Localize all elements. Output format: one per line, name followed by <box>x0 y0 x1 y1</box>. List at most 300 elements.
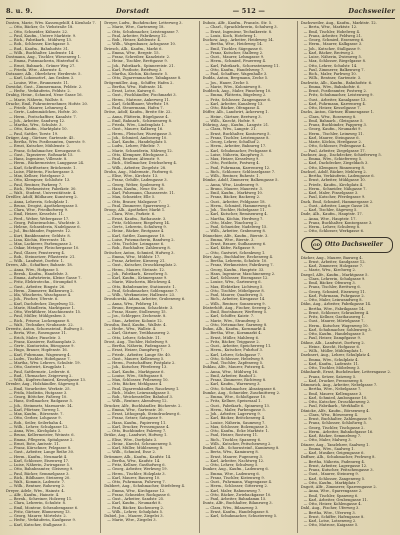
directory-entry: — Emma, Wtw., Ladenweg 6. <box>205 471 260 476</box>
directory-entry: — Anna, Wtw., Kirchplatz 3. <box>9 429 62 433</box>
directory-entry: — Emma, Wtw., Mühlstr. 17. <box>107 254 161 259</box>
directory-entry: — Emil, Heizer, Kesselstr. 11. <box>9 212 65 217</box>
directory-entry: — Ernst, Buchhalter, Kontorweg 5. <box>205 131 271 136</box>
directory-entry: — Clara, Wtw., Parkstr. 6. <box>107 212 156 217</box>
directory-entry: — Kurt, Bankbeamter, Geldstr. 8. <box>9 233 71 238</box>
directory-entry: — Otto, Postbote, Postweg 4. <box>205 161 260 166</box>
directory-entry: — Hans, Ingenieur, Maschinenweg 2. <box>205 271 276 276</box>
directory-entry: — Emil, Tischler, Hobelweg 4. <box>303 29 361 34</box>
directory-entry: — Frida, Modistin, Hutgasse 3. <box>9 390 68 395</box>
directory-entry: — Emma, Wtw., Schloßgasse 10. <box>205 395 267 399</box>
directory-entry: Dämmrich, Aug., Arbeiter, Nebelgasse 7. <box>300 383 378 387</box>
directory-entry: — Ernst, Bahnarb., Grüner Weg 27. <box>9 63 76 68</box>
directory-entry: — Franz, Setzer, Satzgasse 9. <box>107 416 163 421</box>
directory-entry: — Frieda, Wtw., Ahornstr. 4. <box>9 67 62 72</box>
directory-entry: — Clara, Wtw., Rosenweg 8. <box>303 114 357 119</box>
directory-entry: — Franz, Kutscher, Peitschengasse 3. <box>303 468 374 472</box>
directory-entry: — Karl, Maler, Rahmenweg 7. <box>205 488 262 493</box>
directory-entry: Daegel, Alfr., Kaufm., Marktgasse 5. <box>300 272 369 277</box>
directory-entry: — Wilh., Kutscher, Peitschenweg 2. <box>205 441 272 446</box>
directory-entry: — Paul, Bäcker, Kuchenweg 2. <box>107 505 165 510</box>
directory-entry: — Karl, Tischler, Sägeweg 5. <box>303 208 358 212</box>
directory-entry: Drost, Aug., Tischler, Hobelweg 9. <box>104 339 169 344</box>
directory-entry: — Hedw., Wtw., Wallstr. 4. <box>107 327 157 331</box>
directory-entry: — Karl, Schriftsetzer, Brückenstr. 1. <box>9 165 77 170</box>
column-2 <box>104 21 199 533</box>
directory-entry: — Georg, Kaufm., Neumarkt 9. <box>303 127 362 132</box>
directory-entry: Dreßler, Adolf, Bildhauer, Kunstweg 2. <box>6 195 78 200</box>
directory-entry: — Karl, Bäcker, Brotweg 2. <box>303 50 355 55</box>
directory-entry: — Hans, Kaufm., Neue Str. 20. <box>107 186 165 191</box>
directory-entry: — Otto, Heizer, Kesselgasse 7. <box>303 106 361 110</box>
directory-entry: — Fritz, Schuhmacher, Leistenweg 9. <box>303 93 374 98</box>
directory-entry: — Paul, Fabrikarb., Werkhalle 6. <box>303 404 365 409</box>
directory-entry: — Bertha, Wtw., Hafenstr. 14. <box>107 84 163 89</box>
directory-entry: — Franz, Kürschner, Pelzgasse 8. <box>9 446 72 450</box>
directory-entry: — Fritz, Schlosser, Riegelweg 14. <box>107 220 171 225</box>
directory-entry: — Gust., Maurer, Steinweg 9. <box>303 472 359 477</box>
directory-entry: — Wilh., Rentner, Sonnenweg 9. <box>205 301 266 306</box>
directory-entry: — Martha, Wtw. Lehrers, Schulstr. 19. <box>9 361 81 365</box>
directory-entry: — Hedw., Verkäuferin, Feldstr. 2. <box>9 89 71 93</box>
directory-entry: Drümmer, Alb., Kaufm., Kaufstr. 14. <box>104 454 172 459</box>
directory-entry: — Otto, Tischler, Möbelgasse 8. <box>205 288 265 293</box>
directory-entry: — Paul, Heizer, Dampfgasse 9. <box>303 336 362 341</box>
directory-entry: — Rob., Schlosser, Kirchgasse 5. <box>9 42 71 47</box>
directory-entry: — Paul, Glaser, Fensterweg 4. <box>9 250 66 255</box>
directory-entry: — Karl, Schlosser, Zangenweg 5. <box>303 476 366 481</box>
directory-entry: — Luise, Näherin, Zwirngasse 5. <box>9 463 71 467</box>
directory-entry: Drosihn, Emil, Kaufm., Wallstr. 4. <box>104 322 167 327</box>
directory-entry: — Franz, Hauer, Stollenweg 15. <box>107 310 167 314</box>
directory-entry: — Georg, Schmied, Essenweg 6. <box>303 38 365 42</box>
directory-entry: — Karl, Dachdecker, Ziegeldach 3. <box>303 161 369 166</box>
directory-entry: — Karl, Gärtner, Treibhausweg 2. <box>107 331 171 336</box>
directory-entry: — Anna, Plätterin, Bügelgasse 4. <box>107 114 169 119</box>
directory-entry: — Gust., Fischhändler, Fischmarkt 3. <box>107 93 177 98</box>
directory-entry: — Emil, Arbeiter, Bauhof 2. <box>205 373 257 378</box>
directory-entry: — Karl, Maurer, Steingasse 6. <box>303 135 360 140</box>
directory-entry: Drews, Alb., Schaffner, Bahnstr. 18. <box>6 263 73 268</box>
directory-entry: — Otto, Bäcker, Mehlgasse 4. <box>107 382 163 387</box>
directory-entry: Drache, Emil, Fuhrunternehmer, Hofstr. 20. <box>6 101 89 106</box>
directory-entry: — Karl, Kutscher, Remisenweg 4. <box>205 212 268 217</box>
directory-entry: — Oskar, Metzger, Fleischergasse 10. <box>9 246 80 251</box>
directory-entry: — Karl, Zimmerer, Holzgasse 7. <box>303 264 364 268</box>
directory-entry: — Paul, Arbeiter, Fabrikweg 12. <box>107 33 167 38</box>
directory-entry: — Georg, Polizeiwachtm., Wachtstr. 3. <box>9 220 81 225</box>
directory-entry: — Otto, Heizer, Kohlengasse 4. <box>303 502 362 506</box>
page-header <box>6 6 395 16</box>
directory-entry: — Ernst, Schiffer, Hafengasse 8. <box>303 514 365 519</box>
directory-entry: — Franz, Arbeiter, Feldweg 21. <box>303 33 363 38</box>
directory-entry: — Hans, Ingenieur, Villenstr. 8. <box>9 157 68 161</box>
directory-entry: — Georg, Kaufm., Hauptstr. 33. <box>205 267 265 272</box>
directory-entry: — Karl, Kaufm., Neumarkt 8. <box>107 501 162 506</box>
directory-entry: — Georg, Lehrer, Schulhof 2. <box>205 140 261 144</box>
directory-entry: — Karl, Bäcker, Semmelweg 7. <box>303 434 362 438</box>
directory-entry: — Ernst, Müller, Mahlweg 6. <box>205 335 260 340</box>
directory-entry: — Bruno, Maurer, Mauerstr. 3. <box>205 186 264 191</box>
directory-entry: — Ernst, Arbeiter, Lagergasse 12. <box>303 463 368 468</box>
directory-entry: Droop, Alb., Apotheker, Markt 1. <box>104 208 166 212</box>
directory-entry: — Otto, Schuhmacher, Leistengasse 7. <box>107 29 180 34</box>
directory-entry: — Emma, Wtw., Saalweg 1. <box>303 446 355 451</box>
directory-entry: — Joh., Fabrikarb., Spinnereistr. 21. <box>107 63 175 68</box>
directory-entry: — Stan., Arbeiter, Kolonie 12. <box>107 318 163 323</box>
directory-entry: — Otto, Kaufm., Handelsweg 7. <box>205 67 265 72</box>
directory-entry: Drüke, Aug., Landwirt, Hofweg 1. <box>104 433 168 438</box>
directory-entry: — Gust., Arbeiter, Kanalgasse 13. <box>303 97 367 102</box>
directory-entry: — Martha, Wtw., Schulstr. 3. <box>9 123 63 127</box>
directory-entry: — Elise, Wtw., Kirchstr. 13. <box>107 174 159 178</box>
directory-entry: — Herm., Matrose, Ankerweg 11. <box>107 97 170 102</box>
directory-entry: — Gust., Maurer, Mörtelgasse 7. <box>303 319 365 324</box>
directory-entry: — Berta, Wtw., Kaminweg 8. <box>205 450 259 455</box>
directory-entry: — Franz, Bäcker, Backweg 2. <box>205 195 261 200</box>
directory-entry: — Franz, Setzer, Satzweg 5. <box>303 374 357 379</box>
directory-entry: Dubbert, Aug., Schuhmacher, Stiefelweg 4. <box>104 484 186 489</box>
directory-entry: — Fritz, Bäcker, Teiggasse 2. <box>205 339 260 344</box>
directory-entry: — Karl, Küfer, Faßgasse 9. <box>205 246 256 251</box>
directory-entry: — Rich., Schlosser, Schlüsselgasse 7. <box>205 169 276 174</box>
directory-entry: Dubois, Alfr., Kaufm., Französ. Str. 5. <box>202 21 273 25</box>
directory-entry: — Herm., Postschaffner, Postplatz 2. <box>107 361 176 365</box>
directory-entry: — Karl, Bäcker, Brötchenweg 4. <box>205 416 266 421</box>
directory-entry: — Bruno, Kellermeister, Weinstr. 6. <box>9 433 75 438</box>
directory-entry: — Bruno, Drogist, Apothekergasse 5. <box>9 203 79 208</box>
directory-entry: — Bernh., Kaufm., Handelstr. 3. <box>9 271 69 276</box>
directory-entry: Duntz, Alfr., Buchhalter, Bilanzweg 3. <box>202 501 273 506</box>
directory-entry: — Max, Schlosser, Feilenweg 10. <box>107 378 169 382</box>
directory-entry: — Marie, Händlerin, Marktgasse 1. <box>9 305 76 310</box>
directory-entry: — Wilh., Rentner, Ruhestr. 1. <box>205 174 260 178</box>
directory-entry: — Ernst, Maurer, Fugenweg 3. <box>205 454 264 459</box>
directory-entry: — Friedr., Arbeiter, Lange Str. 40. <box>107 352 171 357</box>
directory-entry: Dünnebier, Alfr., Kaufm., Bierstr. 3. <box>202 233 269 238</box>
directory-entry: — Rich., Stellmacher, Deichselweg 4. <box>107 161 178 166</box>
directory-entry: — Bruno, Bergmann, Schachtstr. 3. <box>107 305 174 310</box>
directory-entry: — Franz, Werkmeister, Fabrikweg 7. <box>205 263 274 268</box>
directory-entry: — Marie, Schneiderin, Nähweg 12. <box>107 148 173 153</box>
directory-entry: — Marie, Wäscherin, Bleichweg 4. <box>107 280 172 285</box>
directory-entry: — Karl, Fabrikarb., Schornsteinweg 11. <box>205 63 280 68</box>
directory-entry: — Otto, Bahnbeamter, Stationsstr. 1. <box>107 284 176 289</box>
directory-entry: — Bertha, Näherin, Fadenweg 4. <box>303 459 366 464</box>
directory-entry: — Wilh., Kupferschmied, Kesselgasse 13. <box>9 378 86 382</box>
directory-entry: — Rob., Steinsetzer, Pflasterstr. 21. <box>9 254 76 259</box>
directory-entry: — Herm., Maler, Farbengasse 5. <box>205 407 266 412</box>
directory-entry: — Karl, Musiker, Geigengasse 6. <box>303 451 365 455</box>
directory-entry: — Otto, Maler, Malweg 3. <box>303 438 352 443</box>
directory-entry: — Paul, Schuhmacher, Sohlengasse 7. <box>107 288 179 293</box>
directory-entry: — Martha, Köchin, Küchenstr. 5. <box>107 72 169 76</box>
directory-entry: Daffner, Alb., Schuhmacher, Pechweg 8. <box>300 455 376 460</box>
directory-entry: — Rich., Maler, Leinwandgasse 5. <box>107 390 171 395</box>
directory-entry: — Rud., Uhrmacher, Zeigerweg 2. <box>9 373 73 378</box>
directory-entry: — Paul, Zimmerer, Balkenweg 7. <box>303 67 365 72</box>
directory-entry: — Rich., Arbeiter, Kiesgasse 14. <box>205 297 266 302</box>
directory-entry: — Herm., Maurer, Kalkgasse 3. <box>303 42 363 47</box>
directory-entry: — Emil, Bäcker, Ofenweg 3. <box>303 281 356 285</box>
directory-entry: — Emil, Tischler, Sägegasse 6. <box>205 46 263 51</box>
directory-entry: — Emil, Maurer, Kellengasse 3. <box>303 391 363 396</box>
directory-entry: — Otto, Brauer, Malzgasse 7. <box>107 199 162 204</box>
directory-entry: — Otto, Kaufm., Marktplatz 10. <box>9 127 68 132</box>
directory-entry: — Fritz, Kellner, Gasthofweg 6. <box>107 463 166 467</box>
directory-entry: Dühring, Aug., Kaufm., Langstr. 21. <box>202 123 270 127</box>
directory-entry: — Ernst, Schlosser, Schraubweg 4. <box>303 310 370 315</box>
directory-entry: Dostmann, Aug., Tischler, Wiesenweg 1. <box>6 55 82 59</box>
directory-entry: — Ludw., Lehrer, Fibelstr. 7. <box>107 144 161 149</box>
directory-entry: — Otto, Gastwirt, Krugplatz 1. <box>9 365 67 370</box>
directory-entry: — Rich., Werkmeister, Fabrikstr. 30. <box>9 186 77 191</box>
directory-entry: — Karl, Schmied, Ambosgasse 10. <box>303 395 368 400</box>
column-3 <box>203 21 298 533</box>
directory-entry: — Walt., Kommis, Ladenstr. 7. <box>9 480 66 484</box>
directory-entry: — Rob., Heizer, Kohlenstr. 4. <box>107 38 162 42</box>
directory-entry: — Ernst, Kaufm., Handelsgasse 8. <box>205 509 270 514</box>
directory-columns <box>6 21 395 533</box>
directory-entry: — Hans, Kaufm., Papierweg 11. <box>107 420 167 425</box>
directory-entry: Dumke, Aug., Schneider, Zuschnittweg 2. <box>202 390 281 395</box>
directory-entry: — Marie, Wtw., Gartenweg 18. <box>107 25 165 30</box>
directory-entry: Dümke, Adolf, Zimmerer, Balkengasse 5. <box>202 178 279 183</box>
directory-entry: Duhm, Alb., Kaufm., Kornmarkt 4. <box>202 327 267 331</box>
directory-entry: — Joh., Tischler, Hobelgasse 11. <box>205 208 266 212</box>
directory-entry: Daehnert, Aug., Lehrer, Schulplatz 4. <box>300 353 371 358</box>
directory-entry: — Otto, Schneider, Kühnstr. 22. <box>9 29 69 34</box>
directory-entry: Duddeck, Aug., Maler, Pinselweg 10. <box>202 89 272 93</box>
directory-entry: — Max, Kaufm., Börsenstr. 7. <box>9 412 64 416</box>
directory-entry: — Ernst, Bote, Amtsstr. 11. <box>9 441 60 446</box>
directory-entry: — Paul, Sattlermstr., Lederstr. 6. <box>9 369 71 374</box>
directory-entry: — Bernh., Schreiner, Holzweg 11. <box>9 497 73 501</box>
directory-entry: — Wilh., Rentner, Gartenstr. 3. <box>303 76 362 81</box>
directory-entry: — Ernst, Arbeiter, Sandgasse 12. <box>303 259 366 264</box>
directory-entry: — Karl, Schuhmacher, Pechgasse 6. <box>205 148 273 153</box>
directory-entry: — Martha, Köchin, Herdweg 7. <box>205 216 264 221</box>
directory-entry: — Karl, Sattler, Zaumgasse 10. <box>107 233 166 238</box>
directory-entry: — Alfr., Kaufm., Hainstr. 4. <box>9 492 60 497</box>
directory-entry: — Otto, Kaufm., Marktplatz 7. <box>303 480 361 485</box>
directory-entry: — Karl, Arbeiter, Nachtweg 12. <box>205 458 265 463</box>
directory-entry: — Herm., Kutscher, Wagenweg 10. <box>303 323 369 328</box>
directory-entry: — Otto, Schlosser, Werkgasse 6. <box>303 229 365 234</box>
directory-entry: — Emil, Bahnarb., Gleisgasse 5. <box>303 118 364 123</box>
directory-entry: — Paul, Rentner, Parkweg 7. <box>9 182 63 187</box>
directory-entry: — Paul, Tischler, Zapfenweg 5. <box>205 361 264 365</box>
directory-entry: — Rich., Fabrikarb., Mühlweg 13. <box>9 38 73 42</box>
directory-entry: — Herm., Zimmerer, Balkenweg 2. <box>9 288 74 293</box>
directory-entry: — Karl, Schlosser, Eisengasse 12. <box>205 276 269 280</box>
directory-entry: — Emil, Monteur, Schraubengasse 6. <box>9 505 79 510</box>
directory-entry: — Otto, Zigarrenmacher, Tabakgasse 8. <box>107 76 182 81</box>
directory-entry: — Karl, Lokomotivf., Am Graben 3. <box>9 76 75 81</box>
directory-entry: — Bertha, Wtw., Fabrikgasse 14. <box>303 306 365 311</box>
directory-entry: — Max, Heizer, Kesselweg 9. <box>205 157 260 161</box>
directory-entry: Dreyer, Adele, Wtw., Hainstr. 4. <box>6 488 65 493</box>
directory-entry: Duklau, Alfr., Maurer, Putzweg 4. <box>202 365 265 370</box>
directory-entry: — Wilh., Müller, Mühlenplatz 1. <box>303 349 364 353</box>
directory-entry: — Gust., Kutscher, Droschkenplatz 2. <box>107 263 178 268</box>
directory-entry: — Rich., Friseur, Lockengasse 8. <box>9 318 71 323</box>
directory-entry: — Ernst, Kaufm., Rathausstr. 3. <box>107 216 167 221</box>
directory-entry: — Louise, Wtw., Brunnenstr. 11. <box>9 80 70 85</box>
directory-entry: — Gust., Tapezierer, Roßmarkt 15. <box>9 152 74 157</box>
directory-entry: — Joh., Steinmetz, Marmorstr. 14. <box>9 403 73 408</box>
directory-entry: — Otto, Lehrer, Schulstr. 14. <box>303 63 358 68</box>
directory-entry: Dudda, Anton, Bergmann, Zeche 5. <box>202 76 269 81</box>
directory-entry: — Georg, Weber, Spulenweg 8. <box>107 182 166 187</box>
directory-entry: — Karl, Kaufm., Krämergasse 9. <box>107 276 168 280</box>
directory-entry: — Marie, Köchin, Herdgasse 2. <box>303 140 362 144</box>
directory-entry: — Otto, Lehrer, Schulweg 5. <box>205 463 259 467</box>
directory-entry: Dächer, Aug., Maurer, Bauweg 4. <box>300 255 363 260</box>
directory-entry: — Otto, Bäcker, Ofengasse 4. <box>205 106 261 110</box>
directory-entry: — Otto, Bäcker, Zwiebackgasse 10. <box>205 492 272 497</box>
directory-entry: — Otto, Werkführer, Maschinenstr. 15. <box>9 310 82 314</box>
directory-entry: — Karl, Schuhmacher, Sohlenweg 3. <box>303 327 372 332</box>
directory-entry: — Otto, Klempner, Schloßstr. 13. <box>9 178 71 183</box>
directory-entry: — Wilh., Rentner, Abendweg 12. <box>107 399 168 404</box>
directory-entry: — Anna, Wtw., Hauptstr. 17. <box>303 216 357 221</box>
directory-entry: — Karl, Kaufm., Warenweg 3. <box>205 382 261 387</box>
directory-entry: — Otto, Buchbinder, Falzweg 7. <box>107 429 167 433</box>
directory-entry: — Rich., Bildhauer, Steinweg 20. <box>9 475 71 480</box>
directory-entry: — Louise, Wtw., Stiftsgasse 8. <box>107 373 164 378</box>
directory-entry: — Paul, Rentner, Altenstr. 9. <box>107 157 161 161</box>
directory-entry: — Fritz, Schlosser, Zangengasse 6. <box>205 97 271 102</box>
directory-entry: Drucker, Alfr., Buchhändler, Bücherstr. 2. <box>104 403 182 408</box>
directory-entry: — Gertr., Lehrerin, Schulweg 9. <box>107 225 167 229</box>
directory-entry: — Gust., Maurer, Kellenweg 5. <box>107 356 165 361</box>
directory-entry: — Ida, Wäscherin, Waschgasse 4. <box>9 293 72 297</box>
directory-entry: — Herm., Tischler, Leimweg 11. <box>303 131 364 136</box>
directory-entry: — Joh., Kutscher, Pferdeweg 13. <box>107 365 168 370</box>
directory-entry: — Fritz, Kellner, Gasthausweg 1. <box>303 315 366 319</box>
directory-entry: — Walt., Techniker, Neubaustr. 22. <box>9 322 74 327</box>
directory-entry: — Bertha, Wtw., Kaufstr. 14. <box>107 458 161 463</box>
directory-entry: — Ernst, Heizer, Dampfweg 7. <box>107 348 164 353</box>
directory-entry: — Bertha, Wtw., Heideweg 14. <box>205 42 263 47</box>
advertisement-box <box>301 237 393 253</box>
directory-entry: — Gust., Fuhrmann, Wagengasse 4. <box>205 480 273 484</box>
directory-entry: — Rob., Seiler, Seilerbahn 4. <box>9 420 63 425</box>
directory-entry: — Bertha, Lehrerin, Schulstr. 10. <box>205 259 268 263</box>
directory-entry: Dachwitz, Alb., Kaufm., Bahnhofstr. 6. <box>300 80 373 85</box>
directory-entry: — Wilh., Rentner, Ruheweg 2. <box>9 484 65 489</box>
directory-entry: — Paul, Kaufm., Untere Marktstr. 9. <box>9 33 77 38</box>
directory-entry: — Jos., Hauer, Zeche 5. <box>205 80 250 85</box>
directory-entry: — Heinr., Tischler, Brettgasse 9. <box>107 59 168 64</box>
directory-entry: — Joh., Arbeiter, Lagerweg 9. <box>205 412 261 416</box>
directory-entry: Dröse, Adolf, Kaufm., Breite Str. 22. <box>104 110 172 115</box>
directory-entry: — Rich., Maler, Farbweg 10. <box>303 72 357 76</box>
directory-entry: Dähnhardt, Ernst, Buchdrucker, Letterngasse 2. <box>300 370 392 375</box>
directory-entry: — Clara, Lehrerin, Schulstr. 8. <box>9 501 67 506</box>
directory-entry: — Georg, Arbeiter, Werkweg 19. <box>107 467 168 472</box>
directory-entry: Dowidat, Gust., Zimmermann, Feldstr. 2. <box>6 84 83 89</box>
directory-entry: — Fritz, Gärtner, Blumenweg 13. <box>9 509 71 514</box>
directory-entry: — Fritz, Elektrotechn., Strompfad 9. <box>9 280 78 285</box>
directory-entry: — Franz, Tischler, Leistengasse 8. <box>205 135 270 140</box>
directory-entry: — Paul, Schaffner, Wagenhalle 3. <box>205 72 268 76</box>
directory-entry: — Herm., Lehrer, Schulweg 8. <box>303 225 361 229</box>
directory-entry: — Marie, Wtw., Kirchweg 2. <box>303 268 357 273</box>
directory-entry: — Charl., Sprachlehrerin, Schulweg 3. <box>205 25 278 30</box>
directory-entry: — Frieda, Wtw., Lindenplatz 1. <box>107 123 166 127</box>
directory-entry: — Jul., Buchbinder, Papierstr. 12. <box>9 229 72 234</box>
directory-entry: — Paul, Schneider, Nadelweg 15. <box>205 225 268 229</box>
directory-entry: Dänzer, Aug., Tanzlehrer, Saalweg 1. <box>300 442 370 447</box>
directory-entry: — Friedr., Kaufm., Kirchplatz 4. <box>303 182 364 187</box>
directory-entry: — Luise, Näherin, Zwirnweg 5. <box>303 55 363 59</box>
directory-entry: — Anna, Wtw., Mühlweg 16. <box>205 369 259 374</box>
directory-entry: — Otto, Matrose, Kaigasse 5. <box>303 523 359 528</box>
directory-entry: — Otto, Maler, Tünchweg 2. <box>205 220 258 225</box>
directory-entry: — Emil, Vorarbeiter, Werkstr. 25. <box>9 386 71 391</box>
directory-entry: — Emil, Bahnarb., Schienenweg 8. <box>107 118 173 123</box>
directory-entry: — Clara, Lehrerin, Schulgasse 9. <box>303 276 366 281</box>
directory-entry: — Bertha, Verkäuferin, Ladengasse 6. <box>303 174 375 178</box>
directory-entry: — Marie, Wtw., Ziegelei 3. <box>107 518 157 523</box>
directory-entry: — Rob., Weichensteller, Bahnhof 3. <box>107 395 173 399</box>
directory-entry: — Otto, Schlosser, Feilengasse 4. <box>303 144 366 149</box>
directory-entry: — Gust., Fabrikarb., Spinnweg 13. <box>205 403 271 408</box>
directory-entry: — Luise, Putzmacherin, Bandweg 2. <box>107 237 175 242</box>
directory-entry: — Karl, Kaufm., Ladenstr. 11. <box>303 361 360 366</box>
directory-entry: Düsterhöft, Aug., Fischer, Seeweg 2. <box>202 305 272 310</box>
directory-entry: — Paul, Zimmerer, Sparrenweg 2. <box>107 203 171 208</box>
directory-entry: — Gust., Maurer, Kalkweg 16. <box>107 127 164 132</box>
directory-entry: — Wilh., Arbeiter, Ziegelstr. 28. <box>107 165 167 170</box>
directory-entry: — Herm., Maurer, Steinstr. 12. <box>107 267 165 272</box>
directory-entry: — Franz, Schuhmacher, Kreuzgasse 6. <box>9 148 81 153</box>
directory-entry: — Gust., Arbeiter, Speicherweg 11. <box>205 344 272 348</box>
directory-entry: — Otto, Lehrer, Schulstr. 11. <box>107 335 161 340</box>
directory-entry: — Otto, Tischler, Möbelweg 3. <box>303 366 361 370</box>
directory-entry: — Wilh., Wagenbauer, Achsgasse 10. <box>107 42 176 47</box>
directory-entry: — Emma, Plätterin, Bügelweg 2. <box>205 93 267 98</box>
directory-entry: — Heinr., Knecht, Hofgasse 6. <box>303 344 361 349</box>
directory-entry: — Hans, Stellmacher, Radgasse 5. <box>9 399 74 404</box>
directory-entry: — Helene, Schneiderin, Nadelgasse 6. <box>9 225 81 229</box>
directory-entry: — Anna, Wtw., Sparrengasse 2. <box>303 489 363 494</box>
directory-entry: — Herm., Bäckermeister, Langgasse 24. <box>9 161 85 166</box>
directory-entry: — Bertha, Wtw., Uferweg 3. <box>303 510 356 515</box>
directory-entry: — Heinr., Gärtner, Beetweg 3. <box>205 114 262 119</box>
directory-entry: Dack, Emil, Schmied, Hammergasse 2. <box>300 199 374 204</box>
directory-entry: — Gust., Arbeiter, Feldgasse 18. <box>205 199 266 204</box>
directory-entry: Dröscher, Anton, Schmied, Hufweg 3. <box>104 250 175 255</box>
directory-entry: — Jos., Schlepper, Zechenstr. 8. <box>107 314 167 319</box>
directory-entry: — Rud., Kaufm., Bahnhofstr. 31. <box>9 46 70 51</box>
directory-entry: — Hugo, Brauer, Hopfenstr. 16. <box>9 348 68 353</box>
directory-entry: — Paul, Heizer, Rostweg 11. <box>205 433 259 438</box>
directory-entry: Dachsel, Adolf, Bäcker, Mehlweg 2. <box>300 169 367 174</box>
directory-entry: — Emma, Pflegerin, Spitalgasse 2. <box>9 437 74 442</box>
directory-entry: — Gertr., Kontoristin, Bürogasse 9. <box>9 344 75 348</box>
directory-entry: — Marie, Wtw., Strandweg 3. <box>205 318 261 323</box>
directory-entry: — Emma, Aufwärterin, Kleine Gasse 7. <box>9 276 82 280</box>
directory-entry: — Otto, Netzmacher, Garnweg 8. <box>205 322 268 327</box>
directory-entry: — Clara, Wtw., Börsenweg 4. <box>303 412 359 417</box>
directory-entry: Dachs, Anton, Gärtner, Blumengasse 1. <box>300 110 375 115</box>
directory-entry: — Emma, Wtw., Bierstr. 3. <box>205 237 255 242</box>
directory-entry: — Emma, Wtw., Schieferweg 5. <box>303 157 363 161</box>
directory-entry: — Herm., Arbeiter, Bahnhofgasse 16. <box>303 429 374 434</box>
